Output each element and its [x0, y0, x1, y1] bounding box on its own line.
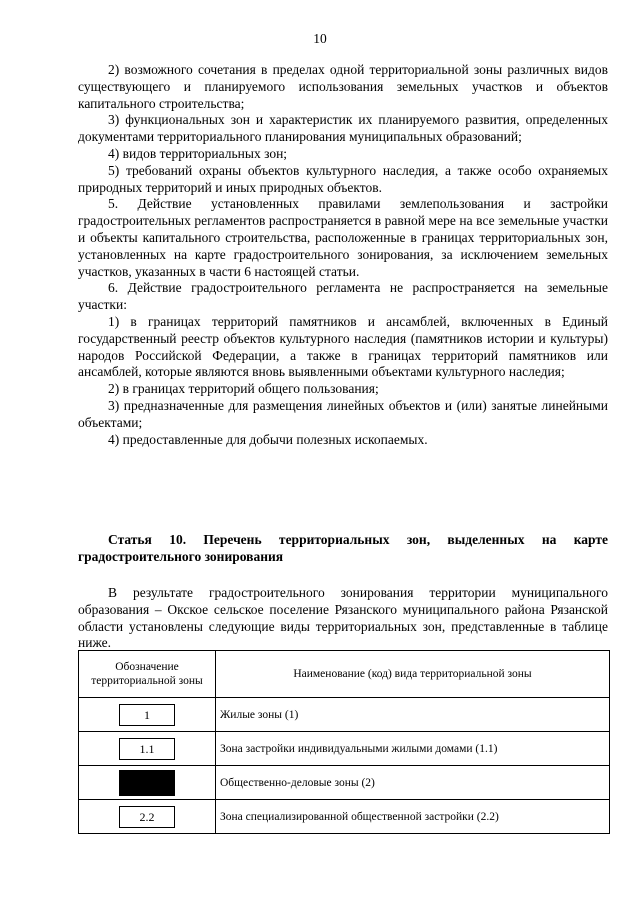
article-heading: Статья 10. Перечень территориальных зон, выделенных на карте градостроительного зонирования	[78, 532, 608, 564]
table-row	[79, 800, 610, 834]
zone-code-cell	[79, 800, 216, 834]
zones-table	[78, 650, 610, 834]
zone-legend-box: 1	[119, 704, 175, 726]
table-row	[79, 698, 610, 732]
table-row	[79, 766, 610, 800]
header-zone-name: Наименование (код) вида территориальной зоны	[216, 651, 610, 698]
paragraph: 4) видов территориальных зон;	[108, 145, 288, 161]
zone-legend-box: 2	[119, 770, 175, 796]
page-number: 10	[313, 31, 327, 46]
paragraph: 5) требований охраны объектов культурного наследия, а также особо охраняемых природных территорий и иных природных объектов.	[78, 162, 608, 195]
zone-name: Общественно-деловые зоны (2)	[216, 766, 610, 800]
paragraph: 5. Действие установленных правилами землепользования и застройки градостроительных регламентов распространяется в равной мере на все земельные участки и объекты капитального строительства, расположенные в границах территориальных зон, установленных на карте градостроительного зонирования, за исключением земельных участков, указанных в части 6 настоящей статьи.	[78, 196, 608, 279]
paragraph: 2) в границах территорий общего пользования;	[108, 381, 379, 397]
zone-code-cell	[79, 732, 216, 766]
paragraph: 3) функциональных зон и характеристик их планируемого развития, определенных документами территориального планирования муниципальных образований;	[78, 112, 608, 145]
table-header-row	[79, 651, 610, 698]
zone-legend-box: 1.1	[119, 738, 175, 760]
paragraph: 3) предназначенные для размещения линейных объектов и (или) занятые линейными объектами;	[78, 397, 608, 430]
header-zone-code: Обозначение территориальной зоны	[79, 651, 216, 698]
zone-name: Жилые зоны (1)	[216, 698, 610, 732]
paragraph: 6. Действие градостроительного регламента не распространяется на земельные участки:	[78, 280, 608, 313]
paragraph: 4) предоставленные для добычи полезных ископаемых.	[108, 431, 428, 447]
paragraph: 2) возможного сочетания в пределах одной территориальной зоны различных видов существующего и планируемого использования земельных участков и объектов капитального строительства;	[78, 62, 608, 111]
intro-paragraph: В результате градостроительного зонирования территории муниципального образования – Окское сельское поселение Рязанского муниципального района Рязанской области установлены следующие виды территориальных зон, представленные в таблице ниже.	[78, 585, 608, 651]
article-body	[78, 62, 608, 448]
zone-code-cell	[79, 698, 216, 732]
table-row	[79, 732, 610, 766]
paragraph: 1) в границах территорий памятников и ансамблей, включенных в Единый государственный реестр объектов культурного наследия (памятников истории и культуры) народов Российской Федерации, а также в границах территорий памятников или ансамблей, которые являются вновь выявленными объектами культурного наследия;	[78, 313, 608, 380]
zone-code-cell	[79, 766, 216, 800]
zone-name: Зона специализированной общественной застройки (2.2)	[216, 800, 610, 834]
zone-legend-box: 2.2	[119, 806, 175, 828]
zone-name: Зона застройки индивидуальными жилыми домами (1.1)	[216, 732, 610, 766]
